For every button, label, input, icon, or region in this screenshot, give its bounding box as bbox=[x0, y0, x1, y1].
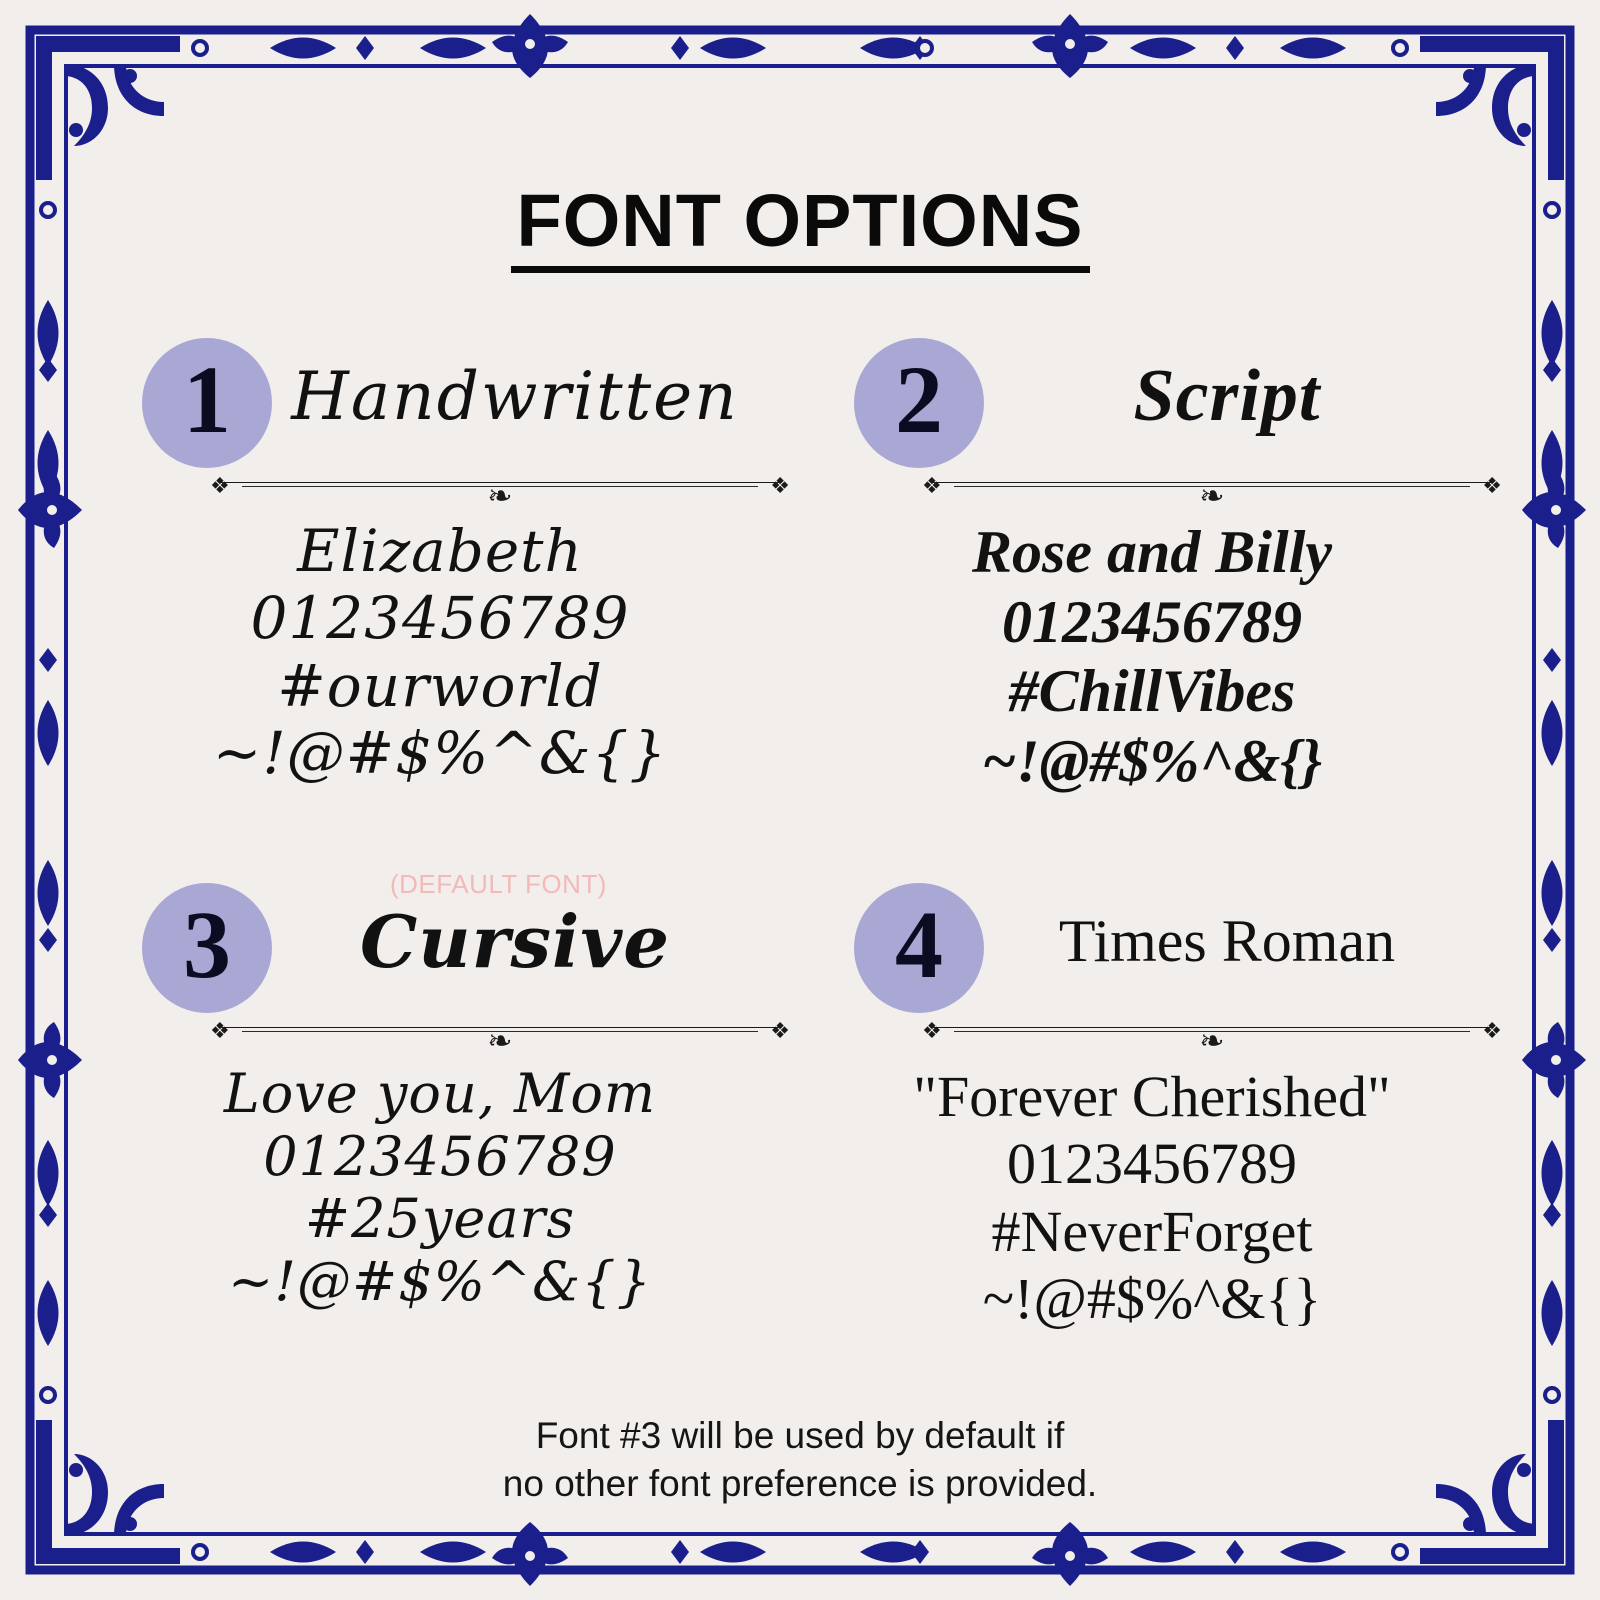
sample-line: 0123456789 bbox=[250, 584, 630, 653]
option-number-1: 1 bbox=[183, 346, 231, 453]
sample-line: 0123456789 bbox=[1002, 588, 1302, 655]
font-name-2: Script bbox=[1133, 354, 1321, 437]
footer-note bbox=[0, 1412, 1600, 1508]
font-sample-4 bbox=[802, 1063, 1502, 1332]
option-number-4: 4 bbox=[895, 891, 943, 998]
page-title-wrapper bbox=[0, 179, 1600, 273]
font-name-1: Handwritten bbox=[291, 357, 739, 435]
divider-ornament-4: ❖ ❖ ❧ bbox=[922, 1019, 1502, 1059]
font-options-grid bbox=[90, 330, 1510, 1390]
option-number-badge-3 bbox=[142, 883, 272, 1013]
sample-line: #25years bbox=[304, 1187, 576, 1251]
sample-line: ~!@#$%^&{} bbox=[982, 1265, 1322, 1331]
font-sample-2 bbox=[802, 518, 1502, 796]
default-font-tag: (DEFAULT FONT) bbox=[390, 869, 607, 899]
sample-line: #ChillVibes bbox=[1008, 658, 1296, 725]
option-number-3: 3 bbox=[183, 891, 231, 998]
font-name-3: Cursive bbox=[359, 898, 671, 984]
option-number-badge-4 bbox=[854, 883, 984, 1013]
sample-line: 0123456789 bbox=[263, 1124, 617, 1188]
divider-ornament-1: ❖ ❖ ❧ bbox=[210, 474, 790, 514]
divider-ornament-2: ❖ ❖ ❧ bbox=[922, 474, 1502, 514]
sample-line: "Forever Cherished" bbox=[913, 1064, 1391, 1129]
font-option-4-header bbox=[802, 875, 1502, 1025]
font-sample-1 bbox=[90, 518, 790, 787]
font-option-2-header bbox=[802, 330, 1502, 480]
font-option-3-header bbox=[90, 869, 790, 1025]
option-number-2: 2 bbox=[895, 346, 943, 453]
option-number-badge-1 bbox=[142, 338, 272, 468]
sample-line: ~!@#$%^&{} bbox=[981, 727, 1323, 794]
sample-line: Love you, Mom bbox=[223, 1062, 657, 1125]
sample-line: #ourworld bbox=[277, 651, 603, 720]
font-sample-3 bbox=[90, 1063, 790, 1314]
font-option-4[interactable] bbox=[802, 875, 1502, 1395]
page-title: FONT OPTIONS bbox=[511, 182, 1090, 273]
font-option-3[interactable] bbox=[90, 869, 790, 1395]
option-number-badge-2 bbox=[854, 338, 984, 468]
sample-line: 0123456789 bbox=[1007, 1131, 1297, 1197]
font-option-1[interactable] bbox=[90, 330, 790, 850]
font-option-2[interactable] bbox=[802, 330, 1502, 850]
sample-line: ~!@#$%^&{} bbox=[228, 1249, 652, 1313]
footer-line-1: Font #3 will be used by default if bbox=[535, 1414, 1065, 1456]
sample-line: ~!@#$%^&{} bbox=[212, 718, 668, 787]
sample-line: Elizabeth bbox=[297, 517, 583, 585]
footer-line-2: no other font preference is provided. bbox=[502, 1462, 1098, 1504]
divider-ornament-3: ❖ ❖ ❧ bbox=[210, 1019, 790, 1059]
sample-line: Rose and Billy bbox=[971, 519, 1333, 585]
font-option-1-header bbox=[90, 330, 790, 480]
font-name-4: Times Roman bbox=[1058, 907, 1396, 974]
sample-line: #NeverForget bbox=[991, 1198, 1313, 1264]
